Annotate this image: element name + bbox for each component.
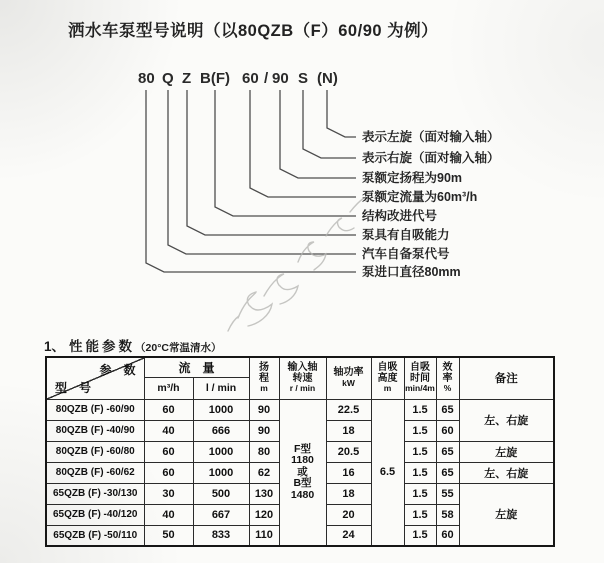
header-power-unit: kW <box>342 377 355 388</box>
cell-suction-time: 1.5 <box>404 420 436 441</box>
speed-line: F型 <box>294 442 311 455</box>
cell-efficiency: 55 <box>436 483 459 504</box>
model-code-part-flow: 60 <box>242 70 259 87</box>
table-row <box>46 399 554 420</box>
header-speed-unit: r / min <box>289 383 316 393</box>
header-model-label: 型 号 <box>55 380 92 395</box>
cell-head: 62 <box>249 462 279 483</box>
diagram-label-rated-flow: 泵额定流量为60m³/h <box>362 190 478 204</box>
header-power-line1: 轴功率 <box>333 367 364 379</box>
header-cell-param-model <box>46 357 144 399</box>
model-code-part-s: S <box>298 70 309 87</box>
section-title: 性能参数 <box>69 339 136 354</box>
diagram-label-inlet-diameter: 泵进口直径80mm <box>362 265 461 279</box>
cell-remark: 左、右旋 <box>459 399 554 441</box>
connector-s <box>303 90 356 158</box>
cell-suction-time: 1.5 <box>404 441 436 462</box>
diagram-label-self-priming: 泵具有自吸能力 <box>362 228 450 242</box>
speed-line: 1180 <box>291 454 314 466</box>
diagram-label-right-rotation: 表示右旋（面对输入轴） <box>362 151 500 165</box>
header-cell-suction-height <box>371 357 404 399</box>
page-title: 洒水车泵型号说明（以80QZB（F）60/90 为例） <box>68 22 439 40</box>
cell-remark: 左旋 <box>459 483 554 546</box>
cell-power: 16 <box>326 462 371 483</box>
model-code-part-head: 90 <box>272 70 289 87</box>
cell-model: 80QZB (F) -60/90 <box>46 399 144 420</box>
cell-power: 18 <box>326 420 371 441</box>
cell-head: 80 <box>249 441 279 462</box>
section-number: 1、 <box>44 339 66 354</box>
header-speed-line1: 输入轴 <box>287 362 318 373</box>
cell-model: 65QZB (F) -50/110 <box>46 525 144 546</box>
speed-line: 或 <box>297 465 308 478</box>
cell-head: 120 <box>249 504 279 525</box>
cell-efficiency: 65 <box>436 441 459 462</box>
diagram-label-structure-code: 结构改进代号 <box>362 209 438 223</box>
diagram-label-vehicle-pump-code: 汽车自备泵代号 <box>362 247 450 261</box>
cell-suction-height-merged: 6.5 <box>371 399 404 546</box>
cell-power: 18 <box>326 483 371 504</box>
model-code-part-n: (N) <box>317 70 338 87</box>
cell-suction-time: 1.5 <box>404 525 436 546</box>
header-suction-height-line2: 高度 <box>377 372 398 384</box>
cell-flow-lmin: 1000 <box>193 441 249 462</box>
header-suction-time-unit: min/4m <box>405 383 435 393</box>
cell-efficiency: 60 <box>436 420 459 441</box>
cell-flow-m3h: 30 <box>144 483 193 504</box>
cell-suction-time: 1.5 <box>404 462 436 483</box>
header-head-line2: 程 <box>259 372 269 384</box>
header-cell-flow-lmin: l / min <box>193 377 249 399</box>
header-cell-flow-m3h: m³/h <box>144 377 193 399</box>
header-cell-flow: 流 量 <box>144 357 249 377</box>
header-efficiency-line1: 效 <box>442 362 453 373</box>
cell-head: 90 <box>249 420 279 441</box>
model-code-part-slash: / <box>264 70 269 87</box>
cell-head: 130 <box>249 483 279 504</box>
header-efficiency-unit: % <box>443 383 452 393</box>
connector-flow <box>250 90 356 197</box>
header-cell-suction-time <box>404 357 436 399</box>
diagram-connector-lines <box>146 90 356 272</box>
cell-flow-lmin: 833 <box>193 525 249 546</box>
diagram-label-rated-head: 泵额定扬程为90m <box>362 171 463 185</box>
cell-flow-m3h: 50 <box>144 525 193 546</box>
cell-flow-m3h: 60 <box>144 399 193 420</box>
cell-power: 24 <box>326 525 371 546</box>
header-suction-height-line1: 自吸 <box>377 362 398 373</box>
model-code-part-bf: B(F) <box>200 70 230 87</box>
cell-model: 65QZB (F) -30/130 <box>46 483 144 504</box>
cell-efficiency: 60 <box>436 525 459 546</box>
diagram-label-left-rotation: 表示左旋（面对输入轴） <box>362 130 500 144</box>
cell-remark: 左、右旋 <box>459 462 554 483</box>
header-suction-time-line1: 自吸 <box>410 362 430 373</box>
header-suction-time-line2: 时间 <box>410 372 430 384</box>
section-subtitle: （20°C常温清水） <box>135 342 222 354</box>
cell-remark: 左旋 <box>459 441 554 462</box>
header-param-label: 参 数 <box>99 363 136 377</box>
cell-efficiency: 65 <box>436 399 459 420</box>
speed-line: B型 <box>293 477 312 489</box>
cell-head: 110 <box>249 525 279 546</box>
cell-suction-time: 1.5 <box>404 399 436 420</box>
cell-efficiency: 65 <box>436 462 459 483</box>
connector-diameter <box>146 90 356 272</box>
cell-power: 20.5 <box>326 441 371 462</box>
header-cell-efficiency <box>436 357 459 399</box>
header-cell-shaft-power <box>326 357 371 399</box>
speed-line: 1480 <box>290 488 315 501</box>
cell-flow-m3h: 60 <box>144 462 193 483</box>
cell-flow-lmin: 1000 <box>193 462 249 483</box>
model-code-part-z: Z <box>182 70 192 87</box>
watermark <box>228 198 364 331</box>
header-head-unit: m <box>260 383 268 393</box>
model-code-part-diameter: 80 <box>138 70 155 87</box>
cell-flow-lmin: 666 <box>193 420 249 441</box>
header-speed-line2: 转速 <box>292 372 313 384</box>
section-heading <box>44 335 221 356</box>
cell-efficiency: 58 <box>436 504 459 525</box>
header-cell-remark: 备注 <box>459 357 554 399</box>
cell-flow-lmin: 1000 <box>193 399 249 420</box>
connector-head <box>280 90 356 178</box>
cell-power: 22.5 <box>326 399 371 420</box>
header-head-line1: 扬 <box>259 362 269 373</box>
connector-q <box>168 90 356 254</box>
cell-suction-time: 1.5 <box>404 483 436 504</box>
cell-flow-m3h: 40 <box>144 420 193 441</box>
header-cell-input-speed <box>279 357 326 399</box>
cell-model: 80QZB (F) -60/62 <box>46 462 144 483</box>
cell-flow-m3h: 40 <box>144 504 193 525</box>
connector-z <box>187 90 356 235</box>
header-efficiency-line2: 率 <box>442 372 453 384</box>
cell-head: 90 <box>249 399 279 420</box>
cell-flow-lmin: 500 <box>193 483 249 504</box>
connector-n <box>327 90 356 137</box>
header-suction-height-unit: m <box>383 383 392 393</box>
cell-model: 80QZB (F) -60/80 <box>46 441 144 462</box>
cell-power: 20 <box>326 504 371 525</box>
cell-model: 80QZB (F) -40/90 <box>46 420 144 441</box>
cell-model: 65QZB (F) -40/120 <box>46 504 144 525</box>
cell-flow-m3h: 60 <box>144 441 193 462</box>
cell-input-speed-merged <box>279 399 326 546</box>
model-code-part-q: Q <box>162 70 174 87</box>
connector-bf <box>215 90 356 216</box>
cell-suction-time: 1.5 <box>404 504 436 525</box>
cell-flow-lmin: 667 <box>193 504 249 525</box>
performance-table <box>45 356 555 547</box>
header-cell-head <box>249 357 279 399</box>
